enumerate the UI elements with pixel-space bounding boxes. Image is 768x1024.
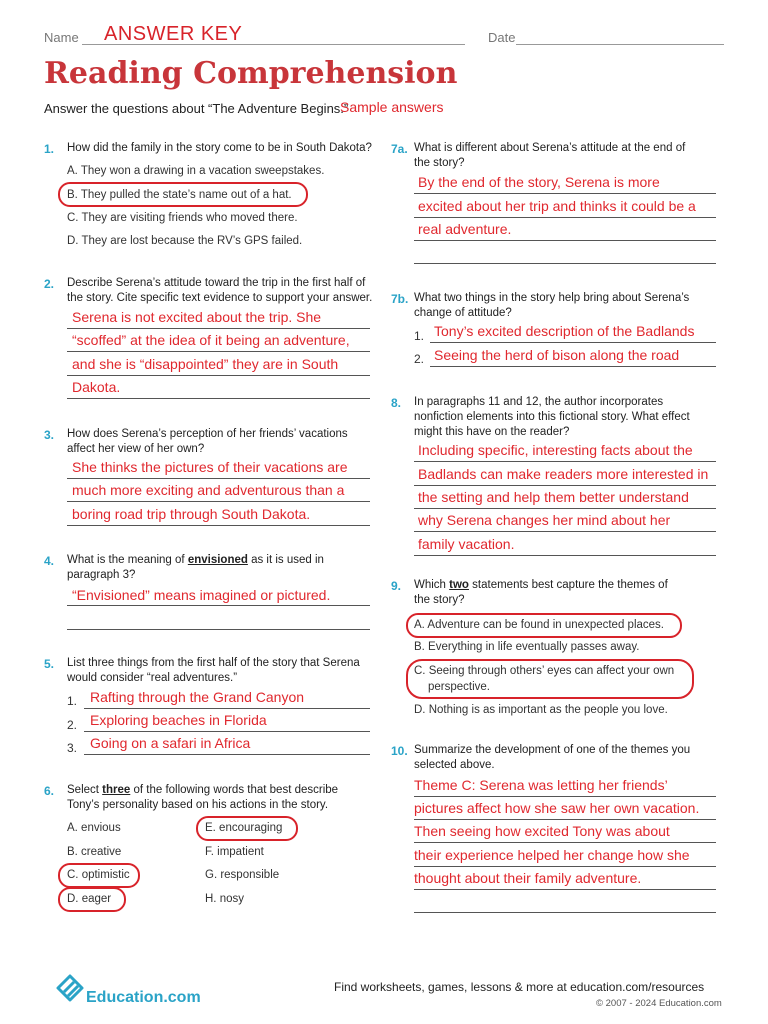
q5-rule-1 [84,708,370,709]
q10-rule-1 [414,796,716,797]
q4-keyword: envisioned [187,554,248,566]
q10-answer-line4[interactable]: their experience helped her change how she [414,847,690,863]
q6-circle-d [58,887,126,912]
q9-option-c[interactable]: C. Seeing through others’ eyes can affect your own [414,665,675,677]
name-value[interactable]: ANSWER KEY [104,23,243,45]
q3-answer-line2[interactable]: much more exciting and adventurous than a [72,482,345,498]
q4-text-line2: paragraph 3? [67,569,136,581]
q6-option-b[interactable]: B. creative [67,846,122,858]
q8-text-line3: might this have on the reader? [414,426,570,438]
q6-number: 6. [44,784,55,798]
q1-text: How did the family in the story come to be in South Dakota? [67,142,372,154]
q6-keyword: three [102,784,131,796]
copyright: © 2007 - 2024 Education.com [596,998,722,1009]
q7b-number: 7b. [391,292,409,306]
q5-text-line2: would consider “real adventures.” [67,672,238,684]
q6-option-a[interactable]: A. envious [67,822,121,834]
q10-answer-line1[interactable]: Theme C: Serena was letting her friends’ [414,777,668,793]
q7b-text-line1: What two things in the story help bring about Serena’s [414,292,690,304]
q7a-answer-line2[interactable]: excited about her trip and thinks it could be a [418,198,696,214]
q2-rule-3 [67,375,370,376]
q9-text-line1: Which two statements best capture the themes of [414,579,668,591]
q3-text-line2: affect her view of her own? [67,443,205,455]
q7a-number: 7a. [391,142,408,156]
q6-option-c[interactable]: C. optimistic [67,869,130,881]
q10-number: 10. [391,744,408,758]
q8-rule-4 [414,531,716,532]
q8-rule-1 [414,461,716,462]
q9-option-c-cont[interactable]: perspective. [428,681,491,693]
q1-answer-circle [58,182,308,207]
q7a-answer-line3[interactable]: real adventure. [418,221,512,237]
q1-option-c[interactable]: C. They are visiting friends who moved there. [67,212,298,224]
q5-item-1-answer[interactable]: Rafting through the Grand Canyon [90,689,305,705]
q5-item-3-answer[interactable]: Going on a safari in Africa [90,735,251,751]
q5-item-2-answer[interactable]: Exploring beaches in Florida [90,712,267,728]
q2-answer-line1[interactable]: Serena is not excited about the trip. She [72,309,322,325]
education-logo-text[interactable]: Education.com [86,989,201,1006]
q10-answer-line2[interactable]: pictures affect how she saw her own vacation. [414,800,700,816]
q6-option-e[interactable]: E. encouraging [205,822,283,834]
q3-text-line1: How does Serena’s perception of her friends’ vacations [67,428,348,440]
q6-text-line1: Select three of the following words that best describe [67,784,339,796]
q6-circle-c [58,863,140,888]
q9-keyword: two [449,579,469,591]
q6-option-d[interactable]: D. eager [67,893,112,905]
q7a-rule-3 [414,240,716,241]
q1-option-b[interactable]: B. They pulled the state’s name out of a hat. [67,189,292,201]
q10-rule-4 [414,866,716,867]
q9-circle-a [406,613,682,638]
q1-option-a[interactable]: A. They won a drawing in a vacation sweepstakes. [67,165,325,177]
q8-rule-3 [414,508,716,509]
q10-rule-5 [414,889,716,890]
q7a-text-line2: the story? [414,157,465,169]
q7a-rule-4 [414,263,716,264]
q10-text-line2: selected above. [414,759,495,771]
q5-rule-2 [84,731,370,732]
q7b-rule-1 [430,342,716,343]
q8-answer-line5[interactable]: family vacation. [418,536,515,552]
q8-answer-line4[interactable]: why Serena changes her mind about her [418,512,671,528]
q4-rule-1 [67,605,370,606]
q8-answer-line2[interactable]: Badlands can make readers more interested in [418,466,709,482]
q5-number: 5. [44,657,55,671]
q10-rule-2 [414,819,716,820]
q9-option-a[interactable]: A. Adventure can be found in unexpected places. [414,619,664,631]
name-label: Name [44,30,79,45]
q10-text-line1: Summarize the development of one of the themes you [414,744,691,756]
q6-option-h[interactable]: H. nosy [205,893,244,905]
q2-answer-line2[interactable]: “scoffed” at the idea of it being an adventure, [72,332,350,348]
q2-rule-1 [67,328,370,329]
q9-circle-c [406,659,694,699]
q7a-rule-2 [414,217,716,218]
q6-option-f[interactable]: F. impatient [205,846,264,858]
q2-rule-2 [67,351,370,352]
q4-rule-2 [67,629,370,630]
q2-text-line2: the story. Cite specific text evidence to support your answer. [67,292,373,304]
q2-rule-4 [67,398,370,399]
footer-resources-link[interactable]: Find worksheets, games, lessons & more at education.com/resources [334,980,705,994]
q5-item-1-number: 1. [67,694,78,708]
q7a-answer-line1[interactable]: By the end of the story, Serena is more [418,174,660,190]
date-line[interactable] [516,44,724,45]
q8-rule-5 [414,555,716,556]
q3-rule-3 [67,525,370,526]
q7b-text-line2: change of attitude? [414,307,512,319]
sample-answers-note: Sample answers [340,99,444,115]
q6-option-g[interactable]: G. responsible [205,869,280,881]
q6-text-line2: Tony’s personality based on his actions in the story. [67,799,329,811]
q2-text-line1: Describe Serena’s attitude toward the trip in the first half of [67,277,366,289]
q3-rule-1 [67,478,370,479]
q8-number: 8. [391,396,402,410]
q2-answer-line3[interactable]: and she is “disappointed” they are in South [72,356,339,372]
q3-answer-line1[interactable]: She thinks the pictures of their vacations are [72,459,348,475]
q5-item-3-number: 3. [67,741,78,755]
q3-number: 3. [44,428,55,442]
q10-rule-3 [414,842,716,843]
q4-text-line1: What is the meaning of envisioned as it is used in [67,554,324,566]
q7a-rule-1 [414,193,716,194]
q3-rule-2 [67,501,370,502]
q2-answer-line4[interactable]: Dakota. [72,379,121,395]
date-label: Date [488,30,516,45]
q7b-item-2-answer[interactable]: Seeing the herd of bison along the road [434,347,680,363]
q9-text-line2: the story? [414,594,465,606]
q4-answer[interactable]: “Envisioned” means imagined or pictured. [72,587,331,603]
q7b-item-1-answer[interactable]: Tony’s excited description of the Badlands [434,323,695,339]
q8-answer-line3[interactable]: the setting and help them better understand [418,489,689,505]
q9-option-b[interactable]: B. Everything in life eventually passes away. [414,641,640,653]
q10-answer-line5[interactable]: thought about their family adventure. [414,870,642,886]
q5-rule-3 [84,754,370,755]
q10-answer-line3[interactable]: Then seeing how excited Tony was about [414,823,670,839]
q7a-text-line1: What is different about Serena’s attitude at the end of [414,142,686,154]
q1-number: 1. [44,142,55,156]
q8-rule-2 [414,485,716,486]
q9-number: 9. [391,579,402,593]
q5-text-line1: List three things from the first half of the story that Serena [67,657,360,669]
q10-rule-6 [414,912,716,913]
q1-option-d[interactable]: D. They are lost because the RV’s GPS failed. [67,235,303,247]
q7b-item-1-number: 1. [414,329,425,343]
page-title: Reading Comprehension [44,56,458,91]
q7b-rule-2 [430,366,716,367]
q2-number: 2. [44,277,55,291]
q4-number: 4. [44,554,55,568]
q8-answer-line1[interactable]: Including specific, interesting facts about the [418,442,693,458]
q7b-item-2-number: 2. [414,352,425,366]
q3-answer-line3[interactable]: boring road trip through South Dakota. [72,506,311,522]
education-logo-icon[interactable] [52,970,88,1006]
q8-text-line1: In paragraphs 11 and 12, the author incorporates [414,396,664,408]
q9-option-d[interactable]: D. Nothing is as important as the people you love. [414,704,668,716]
q5-item-2-number: 2. [67,718,78,732]
q8-text-line2: nonfiction elements into this fictional story. What effect [414,411,690,423]
instructions: Answer the questions about “The Adventure Begins.” [44,101,349,116]
q6-circle-e [196,816,298,841]
